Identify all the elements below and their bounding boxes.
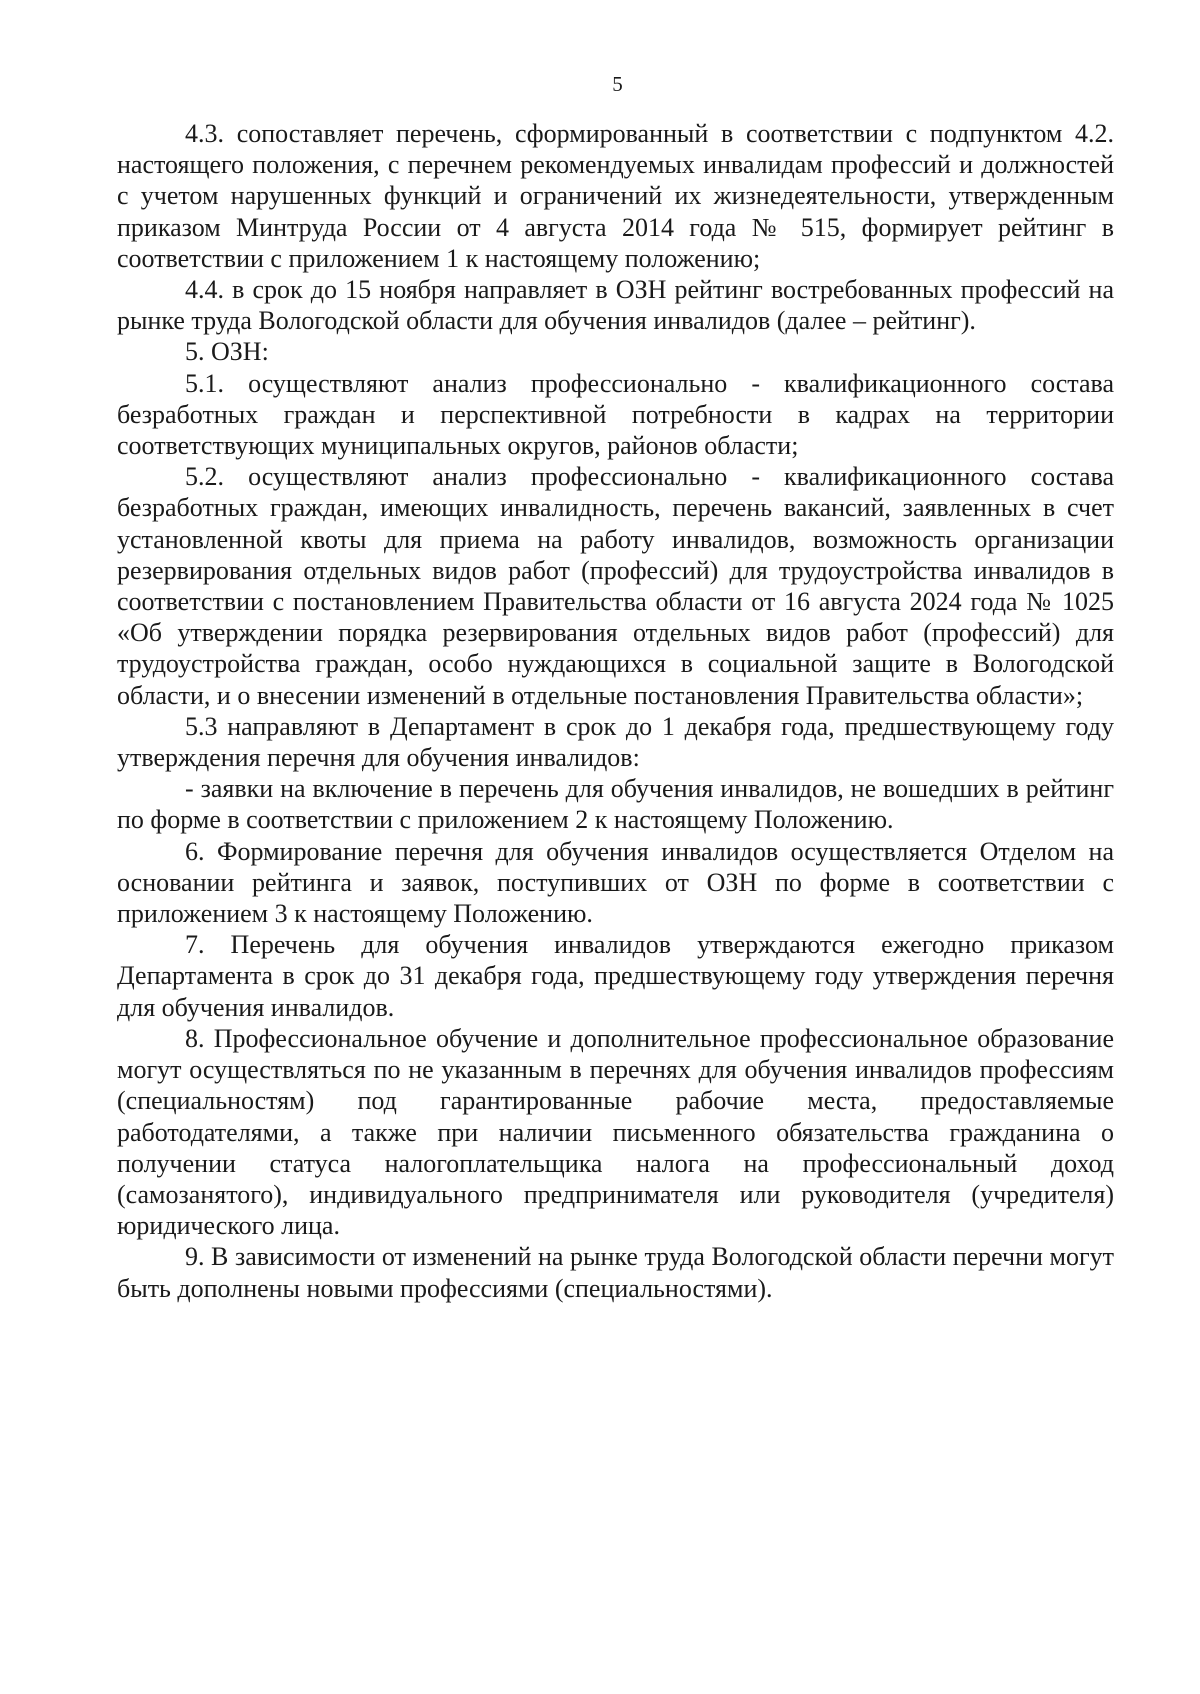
paragraph-8: 8. Профессиональное обучение и дополнительное профессиональное образование могут осуществляться по не указанным в перечнях для обучения инвалидов профессиям (специальностям) под гарантированные рабочие места, предоставляемые работодателями, а также при наличии письменного обязательства гражданина о получении статуса налогоплательщика налога на профессиональный доход (самозанятого), индивидуального предпринимателя или руководителя (учредителя) юридического лица. <box>117 1023 1114 1241</box>
page-number: 5 <box>612 72 623 96</box>
paragraph-5-3-item: - заявки на включение в перечень для обучения инвалидов, не вошедших в рейтинг по форме в соответствии с приложением 2 к настоящему Положению. <box>117 774 1114 835</box>
paragraph-5-2: 5.2. осуществляют анализ профессионально - квалификационного состава безработных граждан, имеющих инвалидность, перечень вакансий, заявленных в счет установленной квоты для приема на работу инвалидов, возможность организации резервирования отдельных видов работ (профессий) для трудоустройства инвалидов в соответствии с постановлением Правительства области от 16 августа 2024 года № 1025 «Об утверждении порядка резервирования отдельных видов работ (профессий) для трудоустройства граждан, особо нуждающихся в социальной защите в Вологодской области, и о внесении изменений в отдельные постановления Правительства области»; <box>117 462 1114 710</box>
paragraph-4-4: 4.4. в срок до 15 ноября направляет в ОЗН рейтинг востребованных профессий на рынке труда Вологодской области для обучения инвалидов (далее – рейтинг). <box>117 275 1114 336</box>
paragraph-6: 6. Формирование перечня для обучения инвалидов осуществляется Отделом на основании рейтинга и заявок, поступивших от ОЗН по форме в соответствии с приложением 3 к настоящему Положению. <box>117 836 1114 929</box>
document-body <box>117 118 1114 1304</box>
paragraph-5-1: 5.1. осуществляют анализ профессионально - квалификационного состава безработных граждан и перспективной потребности в кадрах на территории соответствующих муниципальных округов, районов области; <box>117 368 1114 461</box>
paragraph-9: 9. В зависимости от изменений на рынке труда Вологодской области перечни могут быть дополнены новыми профессиями (специальностями). <box>117 1242 1114 1303</box>
paragraph-5-heading: 5. ОЗН: <box>185 337 269 367</box>
paragraph-5-3: 5.3 направляют в Департамент в срок до 1 декабря года, предшествующему году утверждения перечня для обучения инвалидов: <box>117 711 1114 773</box>
paragraph-7: 7. Перечень для обучения инвалидов утверждаются ежегодно приказом Департамента в срок до 31 декабря года, предшествующему году утверждения перечня для обучения инвалидов. <box>117 930 1114 1022</box>
paragraph-4-3: 4.3. сопоставляет перечень, сформированный в соответствии с подпунктом 4.2. настоящего положения, с перечнем рекомендуемых инвалидам профессий и должностей с учетом нарушенных функций и ограничений их жизнедеятельности, утвержденным приказом Минтруда России от 4 августа 2014 года № 515, формирует рейтинг в соответствии с приложением 1 к настоящему положению; <box>117 119 1114 273</box>
